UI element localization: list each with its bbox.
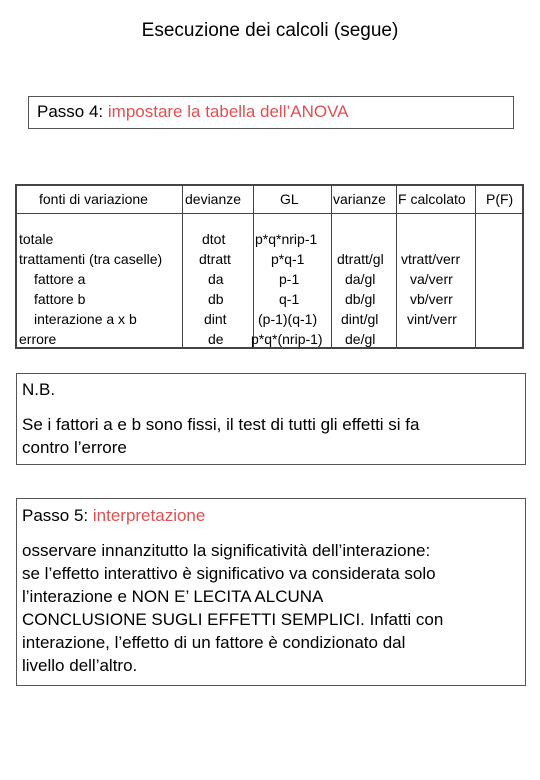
step5-text: interpretazione (92, 506, 206, 525)
row-trattamenti-varianza: dtratt/gl (337, 251, 384, 267)
row-trattamenti-devianza: dtratt (199, 251, 231, 267)
row-interazione-source: interazione a x b (34, 311, 137, 327)
row-errore-gl: p*q*(nrip-1) (251, 331, 323, 347)
column-divider (396, 186, 397, 347)
row-fattore-b-varianza: db/gl (345, 291, 376, 307)
row-fattore-a-source: fattore a (34, 271, 86, 287)
row-interazione-devianza: dint (204, 311, 227, 327)
header-divider (17, 213, 522, 214)
header-gl: GL (280, 191, 299, 207)
anova-table (15, 184, 524, 349)
step4-box (28, 96, 514, 129)
step5-prefix: Passo 5: (22, 506, 93, 525)
nb-box (16, 373, 526, 465)
step4-prefix: Passo 4: (37, 102, 108, 121)
step5-box (16, 498, 526, 686)
row-fattore-b-devianza: db (208, 291, 224, 307)
row-interazione-varianza: dint/gl (341, 311, 379, 327)
step5-heading (22, 504, 520, 527)
row-fattore-b-gl: q-1 (279, 291, 300, 307)
row-errore-devianza: de (208, 331, 224, 347)
row-fattore-a-devianza: da (208, 271, 224, 287)
step5-body-line-3: l’interazione e NON E’ LECITA ALCUNA (22, 587, 324, 606)
nb-line-1: Se i fattori a e b sono fissi, il test di tutti gli effetti si fa (22, 415, 420, 434)
nb-line-2: contro l’errore (22, 438, 127, 457)
step5-body-line-1: osservare innanzitutto la significatività dell’interazione: (22, 541, 431, 560)
column-divider (182, 186, 183, 347)
row-fattore-a-varianza: da/gl (345, 271, 376, 287)
header-pf: P(F) (486, 191, 514, 207)
row-fattore-b-f: vb/verr (410, 291, 453, 307)
row-trattamenti-source: trattamenti (tra caselle) (19, 251, 163, 267)
column-divider (475, 186, 476, 347)
header-fonti: fonti di variazione (39, 191, 148, 207)
step4-text: impostare la tabella dell’ANOVA (107, 102, 349, 121)
row-trattamenti-gl: p*q-1 (271, 251, 305, 267)
column-divider (331, 186, 332, 347)
column-divider (253, 186, 254, 347)
row-trattamenti-f: vtratt/verr (401, 251, 461, 267)
header-f-calcolato: F calcolato (398, 191, 466, 207)
row-errore-source: errore (19, 331, 57, 347)
step5-body-line-5: interazione, l’effetto di un fattore è condizionato dal (22, 633, 406, 652)
row-interazione-f: vint/verr (407, 311, 457, 327)
header-devianze: devianze (185, 191, 242, 207)
row-fattore-a-f: va/verr (410, 271, 453, 287)
step5-body-line-2: se l’effetto interattivo è significativo va considerata solo (22, 564, 436, 583)
row-totale-gl: p*q*nrip-1 (255, 231, 318, 247)
row-interazione-gl: (p-1)(q-1) (258, 311, 318, 327)
row-totale-source: totale (19, 231, 54, 247)
row-errore-varianza: de/gl (345, 331, 376, 347)
step5-body-line-4: CONCLUSIONE SUGLI EFFETTI SEMPLICI. Infatti con (22, 610, 444, 629)
step5-body-line-6: livello dell’altro. (22, 656, 138, 675)
header-varianze: varianze (333, 191, 386, 207)
row-fattore-a-gl: p-1 (279, 271, 300, 287)
row-fattore-b-source: fattore b (34, 291, 86, 307)
row-totale-devianza: dtot (202, 231, 226, 247)
nb-heading: N.B. (22, 380, 56, 399)
page-title: Esecuzione dei calcoli (segue) (141, 20, 399, 41)
